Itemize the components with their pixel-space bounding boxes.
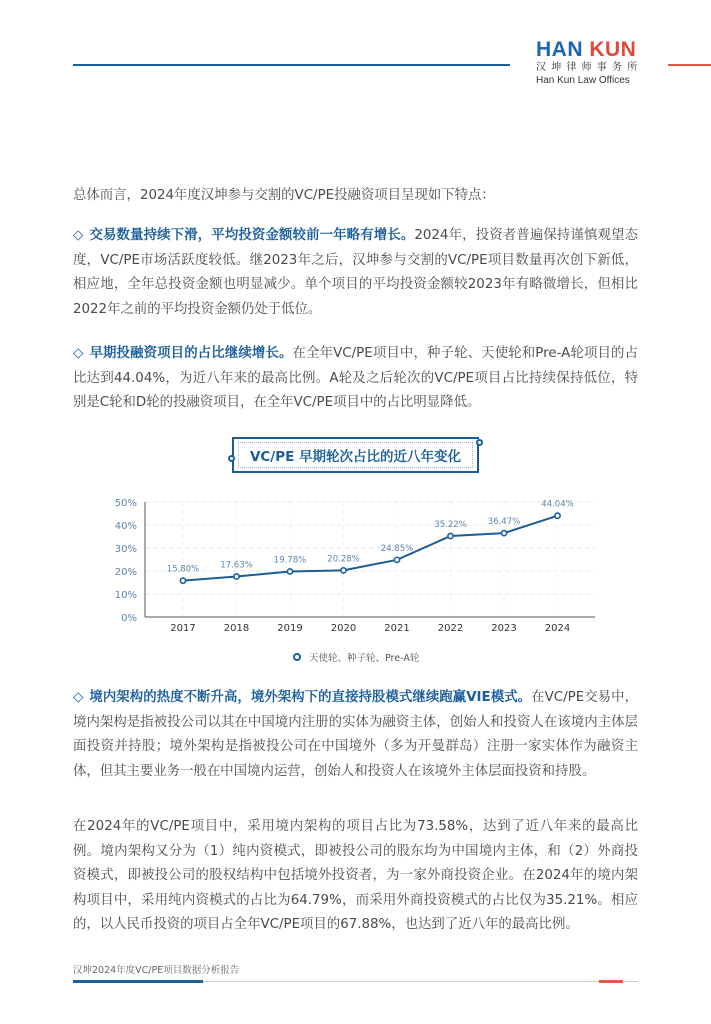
closing-paragraph: 在2024年的VC/PE项目中，采用境内架构的项目占比为73.58%，达到了近八年来的最高比例。境内架构又分为（1）纯内资模式，即被投公司的股东均为中国境内主体，和（2）外商投资模式，即被投公司的股权结构中包括境外投资者，为一家外商投资企业。在2024年的境内架构项目中，采用纯内资模式的占比为64.79%，而采用外商投资模式的占比仅为35.21%。相应的，以人民币投资的项目占全年VC/PE项目的67.88%，也达到了近八年的最高比例。 [73,819,638,932]
x-tick-label: 2021 [384,623,410,634]
section-body: 2024年，投资者普遍保持谨慎观望态度，VC/PE市场活跃度较低。继2023年之后，汉坤参与交割的VC/PE项目数量再次创下新低，相应地，全年总投资金额也明显减少。单个项目的平均投资金额较2023年有略微增长，但相比2022年之前的平均投资金额仍处于低位。 [73,228,638,317]
data-point-marker [180,578,185,583]
chart-title: VC/PE 早期轮次占比的近八年变化 [249,449,462,465]
data-point-marker [234,574,239,579]
data-label: 36.47% [487,517,521,528]
x-tick-label: 2023 [491,623,517,634]
data-point-marker [555,513,560,518]
section-domestic-structure [73,686,638,784]
y-tick-label: 20% [114,567,137,578]
section-early-trend-1 [73,224,638,322]
section-heading: 早期投融资项目的占比继续增长。 [89,346,293,361]
data-point-marker [341,568,346,573]
logo-wordmark: HAN KUN [536,38,637,61]
logo-english-name: Han Kun Law Offices [536,75,630,86]
footer-report-title: 汉坤2024年度VC/PE项目数据分析报告 [73,965,240,976]
section-early-stage-share [73,342,638,416]
line-chart [100,490,620,680]
data-label: 15.80% [166,564,200,575]
header-rule-red [668,64,711,66]
y-tick-label: 0% [121,613,137,624]
footer-rule-red [599,980,623,983]
x-tick-label: 2018 [223,623,250,634]
data-label: 17.63% [220,560,253,571]
x-tick-label: 2020 [330,623,357,634]
logo-chinese-name: 汉坤律师事务所 [536,62,643,73]
x-tick-label: 2024 [544,623,571,634]
section-body: 在VC/PE交易中，境内架构是指被投公司以其在中国境内注册的实体为融资主体，创始人和投资人在该境内主体层面投资并持股；境外架构是指被投公司在中国境外（多为开曼群岛）注册一家实体作为融资主体，但其主要业务一般在中国境内运营，创始人和投资人在该境外主体层面投资和持股。 [73,690,638,779]
y-tick-label: 50% [114,498,137,509]
data-label: 19.78% [273,555,307,566]
data-label: 44.04% [541,499,574,510]
header-rule-blue [73,64,510,66]
data-point-marker [448,533,453,538]
line-chart-svg [100,490,620,680]
section-heading: 境内架构的热度不断升高，境外架构下的直接持股模式继续跑赢VIE模式。 [89,690,532,705]
data-point-marker [287,569,292,574]
han-kun-logo [536,40,646,87]
y-tick-label: 10% [114,590,137,601]
data-point-marker [501,531,506,536]
section-body: 在全年VC/PE项目中，种子轮、天使轮和Pre-A轮项目的占比达到44.04%，为近八年来的最高比例。A轮及之后轮次的VC/PE项目占比持续保持低位，特别是C轮和D轮的投融资项目，在全年VC/PE项目中的占比明显降低。 [73,346,638,410]
x-tick-label: 2017 [170,623,196,634]
legend-label: 天使轮、种子轮、Pre-A轮 [309,653,420,664]
y-tick-label: 40% [114,521,137,532]
diamond-bullet-icon: ◇ [73,690,84,705]
legend-marker-icon [294,654,300,660]
section-heading: 交易数量持续下滑，平均投资金额较前一年略有增长。 [89,228,415,243]
chart-title-box [232,437,479,473]
data-point-marker [394,557,399,562]
intro-paragraph: 总体而言，2024年度汉坤参与交割的VC/PE投融资项目呈现如下特点： [73,188,495,203]
x-tick-label: 2019 [277,623,303,634]
footer-rule-blue [73,980,203,983]
diamond-bullet-icon: ◇ [73,346,84,361]
data-label: 24.85% [380,543,414,554]
y-tick-label: 30% [114,544,137,555]
data-label: 35.22% [434,519,467,530]
diamond-bullet-icon: ◇ [73,228,84,243]
data-label: 20.28% [327,554,360,565]
x-tick-label: 2022 [437,623,464,634]
